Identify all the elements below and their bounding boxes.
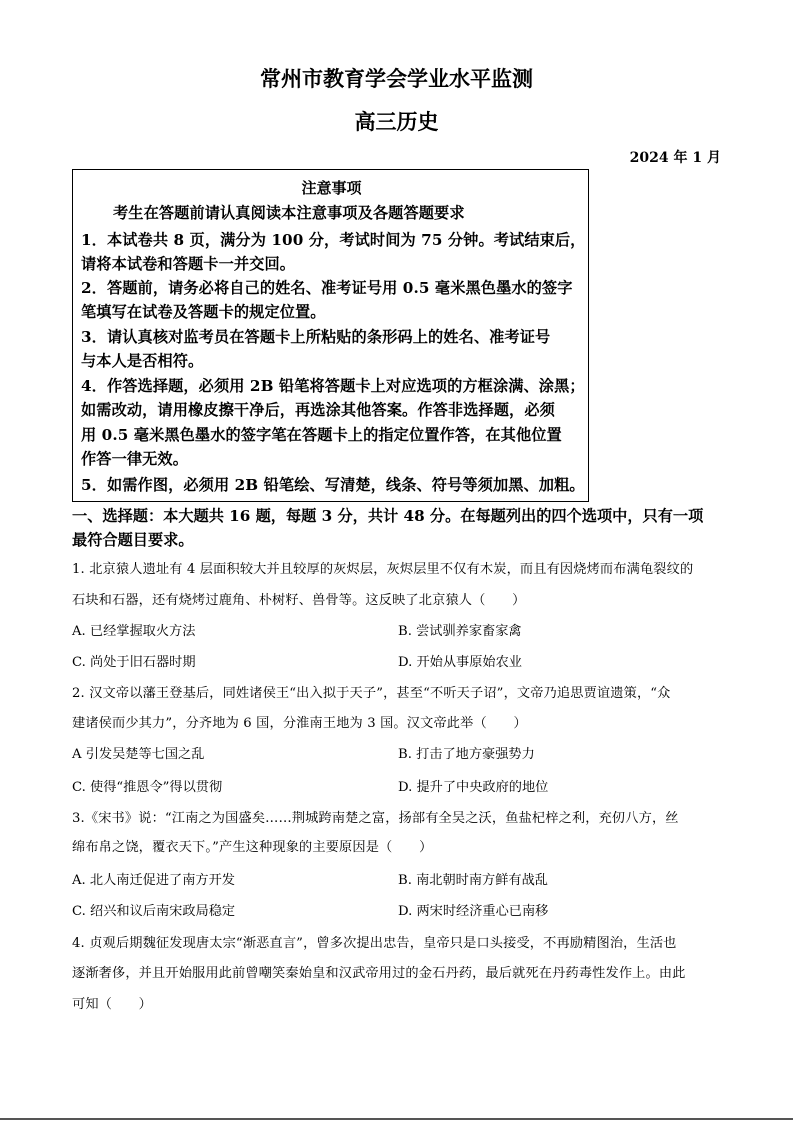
question-2-option-c: C. 使得“推恩令”得以贯彻 xyxy=(72,780,223,795)
notice-line: 5．如需作图，必须用 2B 铅笔绘、写清楚，线条、符号等须加黑、加粗。 xyxy=(81,476,585,494)
exam-date: 2024 年 1 月 xyxy=(629,150,721,166)
question-3-option-c: C. 绍兴和议后南宋政局稳定 xyxy=(72,904,236,919)
notice-line: 与本人是否相符。 xyxy=(81,352,204,370)
notice-line: 2．答题前，请务必将自己的姓名、准考证号用 0.5 毫米黑色墨水的签字 xyxy=(81,279,573,297)
page-bottom-divider xyxy=(0,1118,793,1120)
notice-line: 请将本试卷和答题卡一并交回。 xyxy=(81,255,296,273)
section-heading-cont: 最符合题目要求。 xyxy=(72,531,194,549)
exam-title: 常州市教育学会学业水平监测 xyxy=(260,66,533,91)
notice-line: 1．本试卷共 8 页，满分为 100 分，考试时间为 75 分钟。考试结束后， xyxy=(81,231,586,249)
section-heading: 一、选择题：本大题共 16 题，每题 3 分，共计 48 分。在每题列出的四个选项中，只有一项 xyxy=(72,507,704,525)
notice-line: 如需改动，请用橡皮擦干净后，再选涂其他答案。作答非选择题，必须 xyxy=(81,401,555,419)
question-3-option-d: D. 两宋时经济重心已南移 xyxy=(398,904,549,919)
notice-line: 3．请认真核对监考员在答题卡上所粘贴的条形码上的姓名、准考证号 xyxy=(81,328,551,346)
notice-intro: 考生在答题前请认真阅读本注意事项及各题答题要求 xyxy=(113,204,465,222)
notice-line: 用 0.5 毫米黑色墨水的签字笔在答题卡上的指定位置作答，在其他位置 xyxy=(81,426,562,444)
question-1-text: 石块和石器，还有烧烤过鹿角、朴树籽、兽骨等。这反映了北京猿人（ ） xyxy=(72,593,526,608)
question-3-text: 绵布帛之饶，覆衣天下。”产生这种现象的主要原因是（ ） xyxy=(72,840,433,855)
notice-line: 笔填写在试卷及答题卡的规定位置。 xyxy=(81,303,326,321)
notice-title: 注意事项 xyxy=(301,179,362,197)
question-2-option-d: D. 提升了中央政府的地位 xyxy=(398,780,549,795)
question-2-option-b: B. 打击了地方豪强势力 xyxy=(398,747,535,762)
question-1-option-d: D. 开始从事原始农业 xyxy=(398,655,522,670)
question-4-text: 逐渐奢侈，并且开始服用此前曾嘲笑秦始皇和汉武帝用过的金石丹药，最后就死在丹药毒性发作上。由此 xyxy=(72,966,686,981)
question-1-text: 1. 北京猿人遗址有 4 层面积较大并且较厚的灰烬层，灰烬层里不仅有木炭，而且有因烧烤而布满龟裂纹的 xyxy=(72,562,694,577)
question-1-option-c: C. 尚处于旧石器时期 xyxy=(72,655,196,670)
question-2-option-a: A 引发吴楚等七国之乱 xyxy=(72,747,205,762)
question-2-text: 2. 汉文帝以藩王登基后，同姓诸侯王“出入拟于天子”，甚至“不听天子诏”，文帝乃追思贾谊遗策，“众 xyxy=(72,686,671,701)
exam-subject: 高三历史 xyxy=(354,109,439,134)
question-3-text: 3.《宋书》说：“江南之为国盛矣……荆城跨南楚之富，扬部有全吴之沃，鱼盐杞梓之利，充仞八方，丝 xyxy=(72,811,679,826)
question-2-text: 建诸侯而少其力”，分齐地为 6 国，分淮南王地为 3 国。汉文帝此举（ ） xyxy=(72,716,527,731)
notice-line: 作答一律无效。 xyxy=(81,450,189,468)
question-3-option-b: B. 南北朝时南方鲜有战乱 xyxy=(398,873,548,888)
question-1-option-a: A. 已经掌握取火方法 xyxy=(72,624,196,639)
question-1-option-b: B. 尝试驯养家畜家禽 xyxy=(398,624,522,639)
notice-box xyxy=(72,169,589,502)
question-3-option-a: A. 北人南迁促进了南方开发 xyxy=(72,873,235,888)
notice-line: 4．作答选择题，必须用 2B 铅笔将答题卡上对应选项的方框涂满、涂黑； xyxy=(81,377,585,395)
question-4-text: 4. 贞观后期魏征发现唐太宗“渐恶直言”，曾多次提出忠告，皇帝只是口头接受，不再励精图治，生活也 xyxy=(72,936,677,951)
question-4-text: 可知（ ） xyxy=(72,997,153,1012)
